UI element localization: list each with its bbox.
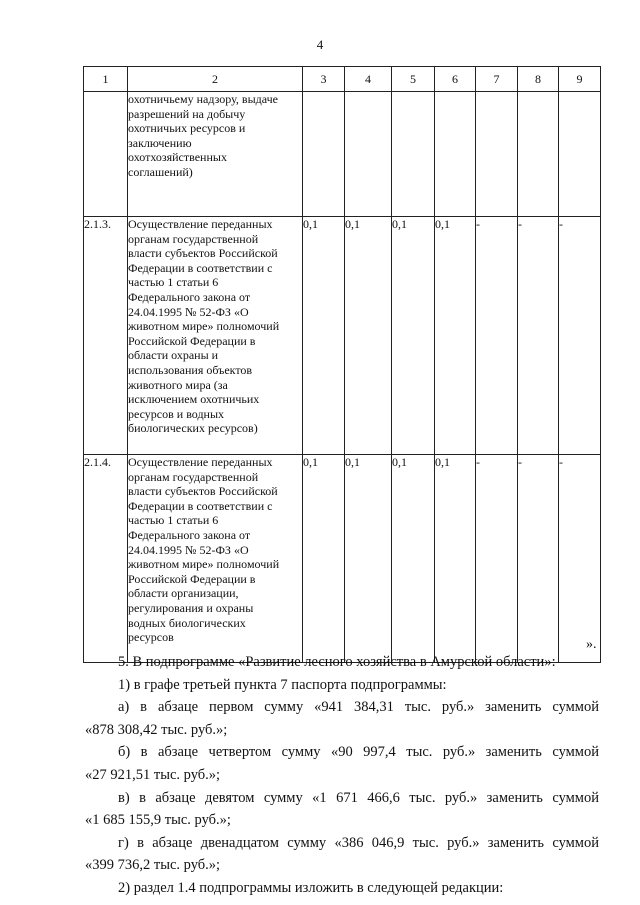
cell-value: -: [476, 455, 518, 663]
cell-num: [84, 92, 128, 217]
paragraph-v-continuation: «1 685 155,9 тыс. руб.»;: [85, 812, 231, 829]
cell-desc: [128, 92, 303, 217]
cell-value: 0,1: [345, 455, 392, 663]
indicators-table: [83, 66, 601, 663]
cell-value: 0,1: [303, 455, 345, 663]
cell-value: [435, 92, 476, 217]
table-header-row: [84, 67, 601, 92]
closing-quote: ».: [586, 637, 597, 652]
cell-value: 0,1: [303, 217, 345, 455]
header-col-1: 1: [84, 67, 128, 92]
cell-desc: [128, 217, 303, 455]
cell-value: -: [559, 217, 601, 455]
cell-value: 0,1: [435, 455, 476, 663]
header-col-3: 3: [303, 67, 345, 92]
header-col-8: 8: [518, 67, 559, 92]
cell-value: [476, 92, 518, 217]
page-number: 4: [316, 37, 324, 52]
header-col-6: 6: [435, 67, 476, 92]
header-col-5: 5: [392, 67, 435, 92]
cell-value: -: [559, 455, 601, 663]
cell-value: 0,1: [345, 217, 392, 455]
table-row: [84, 217, 601, 455]
cell-value: -: [476, 217, 518, 455]
table-row: [84, 92, 601, 217]
header-col-7: 7: [476, 67, 518, 92]
cell-value: -: [518, 455, 559, 663]
paragraph-b: б) в абзаце четвертом сумму «90 997,4 тыс. руб.» заменить суммой: [118, 744, 599, 761]
paragraph-b-continuation: «27 921,51 тыс. руб.»;: [85, 766, 221, 783]
cell-desc: [128, 455, 303, 663]
paragraph-g-continuation: «399 736,2 тыс. руб.»;: [85, 857, 221, 874]
paragraph-1: 1) в графе третьей пункта 7 паспорта подпрограммы:: [118, 676, 447, 693]
header-col-2: 2: [128, 67, 303, 92]
document-body: [85, 651, 599, 900]
continuation-text: охотничьему надзору, выдаче разрешений на добычу охотничьих ресурсов и заключению охотхозяйственных соглашений): [128, 92, 278, 179]
cell-num: 2.1.3.: [84, 217, 128, 455]
cell-value: 0,1: [435, 217, 476, 455]
table-row: [84, 455, 601, 663]
cell-value: 0,1: [392, 217, 435, 455]
paragraph-v: в) в абзаце девятом сумму «1 671 466,6 тыс. руб.» заменить суммой: [118, 789, 599, 806]
header-col-9: 9: [559, 67, 601, 92]
cell-value: [303, 92, 345, 217]
cell-value: [345, 92, 392, 217]
cell-value: 0,1: [392, 455, 435, 663]
paragraph-2: 2) раздел 1.4 подпрограммы изложить в следующей редакции:: [118, 879, 504, 896]
row-description: Осуществление переданных органам государственной власти субъектов Российской Федерации в соответствии с частью 1 статьи 6 Федерального закона от 24.04.1995 № 52-ФЗ «О животном мире» полномочий Российской Федерации в области организации, регулирования и охраны водных биологических ресурсов: [128, 455, 280, 645]
cell-value: [392, 92, 435, 217]
paragraph-a-continuation: «878 308,42 тыс. руб.»;: [85, 721, 228, 738]
paragraph-g: г) в абзаце двенадцатом сумму «386 046,9 тыс. руб.» заменить суммой: [118, 834, 599, 851]
cell-value: [518, 92, 559, 217]
row-description: Осуществление переданных органам государственной власти субъектов Российской Федерации в соответствии с частью 1 статьи 6 Федерального закона от 24.04.1995 № 52-ФЗ «О животном мире» полномочий Российской Федерации в области охраны и использования объектов животного мира (за исключением охотничьих ресурсов и водных биологических ресурсов): [128, 217, 280, 436]
cell-value: [559, 92, 601, 217]
paragraph-5: 5. В подпрограмме «Развитие лесного хозяйства в Амурской области»:: [118, 654, 556, 670]
cell-num: 2.1.4.: [84, 455, 128, 663]
header-col-4: 4: [345, 67, 392, 92]
cell-value: -: [518, 217, 559, 455]
paragraph-a: а) в абзаце первом сумму «941 384,31 тыс. руб.» заменить суммой: [118, 699, 599, 716]
